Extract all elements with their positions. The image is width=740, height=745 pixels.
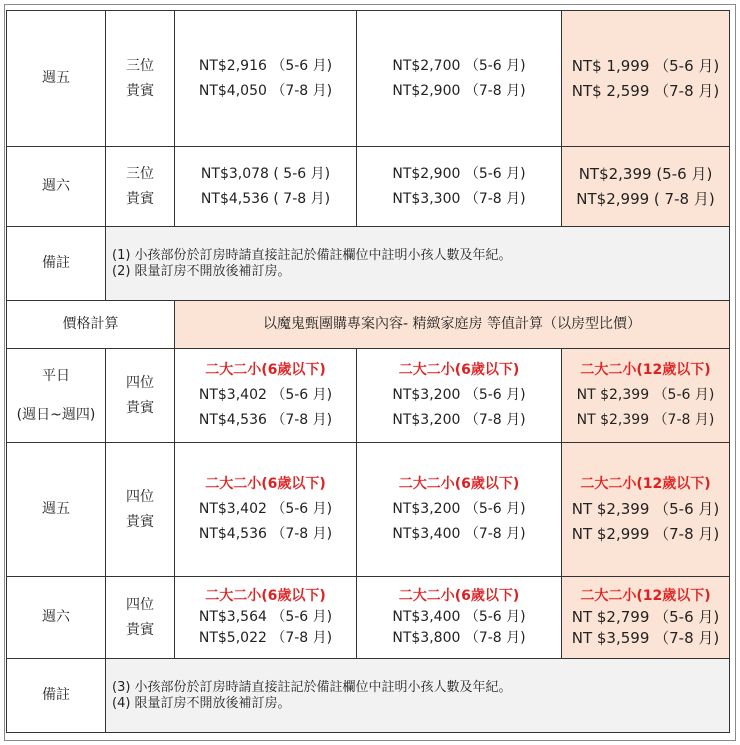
price-cell: 二大二小(6歲以下) NT$3,400 （5-6 月) NT$3,800 （7-8 月) — [357, 577, 562, 659]
table-row — [7, 301, 730, 349]
day-label: 週六 — [7, 147, 106, 227]
people-label: 四位 貴賓 — [106, 443, 175, 577]
table-row — [7, 227, 730, 301]
price-cell: 二大二小(6歲以下) NT$3,402 （5-6 月) NT$4,536 （7-8 月) — [175, 443, 357, 577]
price-cell: 二大二小(6歲以下) NT$3,564 （5-6 月) NT$5,022 （7-8 月) — [175, 577, 357, 659]
notes-label: 備註 — [7, 659, 106, 733]
people-label: 三位 貴賓 — [106, 147, 175, 227]
child-tag: 二大二小(6歲以下) — [398, 588, 520, 604]
people-label: 四位 貴賓 — [106, 349, 175, 443]
table-row — [7, 577, 730, 659]
table-row — [7, 11, 730, 147]
child-tag: 二大二小(6歲以下) — [398, 476, 520, 492]
people-label: 四位 貴賓 — [106, 577, 175, 659]
child-tag: 二大二小(12歲以下) — [580, 476, 711, 492]
table-row — [7, 443, 730, 577]
price-cell-highlight: 二大二小(12歲以下) NT $2,799 （5-6 月) NT $3,599 （7-8 月) — [562, 577, 730, 659]
day-label: 週五 — [7, 443, 106, 577]
price-cell: 二大二小(6歲以下) NT$3,402 （5-6 月) NT$4,536 （7-8 月) — [175, 349, 357, 443]
price-cell: NT$2,900 （5-6 月) NT$3,300 （7-8 月) — [357, 147, 562, 227]
calc-description: 以魔鬼甄團購專案內容- 精緻家庭房 等值計算（以房型比價） — [175, 301, 730, 349]
day-label: 週五 — [7, 11, 106, 147]
day-label: 平日 (週日~週四) — [7, 349, 106, 443]
price-cell-highlight: NT$ 1,999 （5-6 月) NT$ 2,599 （7-8 月) — [562, 11, 730, 147]
notes-text: (3) 小孩部份於訂房時請直接註記於備註欄位中註明小孩人數及年紀。 (4) 限量訂房不開放後補訂房。 — [106, 659, 730, 733]
people-label: 三位 貴賓 — [106, 11, 175, 147]
table-row — [7, 349, 730, 443]
child-tag: 二大二小(12歲以下) — [580, 362, 711, 378]
price-table — [6, 10, 730, 733]
price-cell: NT$3,078 ( 5-6 月) NT$4,536 ( 7-8 月) — [175, 147, 357, 227]
child-tag: 二大二小(6歲以下) — [205, 476, 326, 492]
table-row — [7, 147, 730, 227]
price-cell: 二大二小(6歲以下) NT$3,200 （5-6 月) NT$3,200 （7-8 月) — [357, 349, 562, 443]
day-label: 週六 — [7, 577, 106, 659]
child-tag: 二大二小(6歲以下) — [205, 588, 326, 604]
price-cell: NT$2,700 （5-6 月) NT$2,900 （7-8 月) — [357, 11, 562, 147]
child-tag: 二大二小(6歲以下) — [398, 362, 520, 378]
child-tag: 二大二小(12歲以下) — [580, 588, 711, 604]
price-cell-highlight: 二大二小(12歲以下) NT $2,399 （5-6 月) NT $2,399 （7-8 月) — [562, 349, 730, 443]
notes-label: 備註 — [7, 227, 106, 301]
price-cell: 二大二小(6歲以下) NT$3,200 （5-6 月) NT$3,400 （7-8 月) — [357, 443, 562, 577]
table-row — [7, 659, 730, 733]
calc-label: 價格計算 — [7, 301, 175, 349]
child-tag: 二大二小(6歲以下) — [205, 362, 326, 378]
price-cell: NT$2,916 （5-6 月) NT$4,050 （7-8 月) — [175, 11, 357, 147]
price-cell-highlight: NT$2,399 (5-6 月) NT$2,999 ( 7-8 月) — [562, 147, 730, 227]
price-cell-highlight: 二大二小(12歲以下) NT $2,399 （5-6 月) NT $2,999 （7-8 月) — [562, 443, 730, 577]
notes-text: (1) 小孩部份於訂房時請直接註記於備註欄位中註明小孩人數及年紀。 (2) 限量訂房不開放後補訂房。 — [106, 227, 730, 301]
